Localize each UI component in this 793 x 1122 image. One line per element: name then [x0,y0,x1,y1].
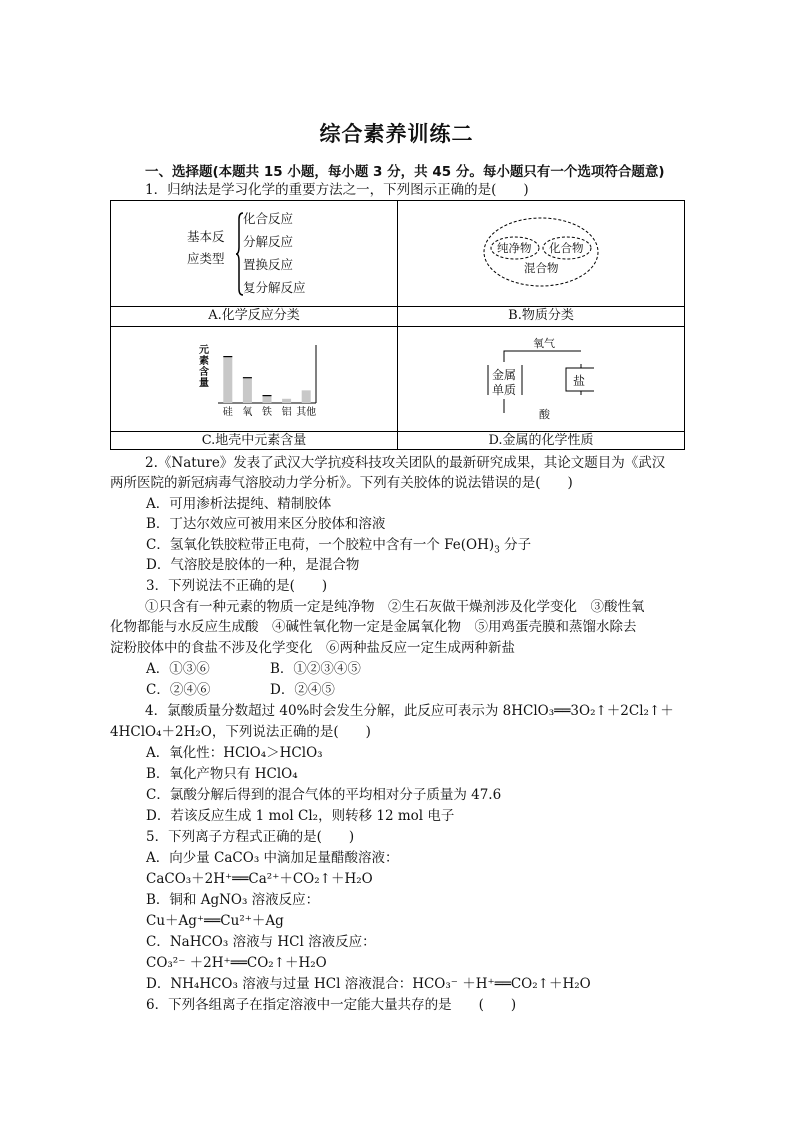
x-tick-label: 铁 [262,407,272,418]
mixture-label: 混合物 [524,261,559,275]
q4-option-b: B．氧化产物只有 HClO₄ [146,766,298,782]
option-c-chart [111,327,397,431]
reaction-item: 复分解反应 [243,280,306,295]
x-tick-label: 其他 [296,407,317,418]
x-tick-label: 铝 [281,407,292,418]
q5-option-b: B．铜和 AgNO₃ 溶液反应： [146,892,320,908]
bar [302,390,311,403]
reaction-type-label-2: 应类型 [187,251,225,266]
option-a-caption: A.化学反应分类 [208,308,300,323]
acid-label: 酸 [539,408,550,421]
q2-option-b: B．丁达尔效应可被用来区分胶体和溶液 [146,516,386,532]
q2-option-d: D．气溶胶是胶体的一种，是混合物 [146,557,360,573]
pure-substance-label: 纯净物 [497,241,532,255]
q2-option-a: A．可用渗析法提纯、精制胶体 [146,496,332,512]
q3-option-d: D．②④⑤ [270,682,335,698]
q2-stem-2: 两所医院的新冠病毒气溶胶动力学分析》。下列有关胶体的说法错误的是( ) [110,475,573,491]
q3-body-3: 淀粉胶体中的食盐不涉及化学变化 ⑥两种盐反应一定生成两种新盐 [110,640,515,656]
option-c-caption: C.地壳中元素含量 [201,433,307,448]
page-title: 综合素养训练二 [319,122,474,146]
q5-option-c-equation: CO₃²⁻ ＋2H⁺══CO₂↑＋H₂O [146,955,327,971]
salt-label: 盐 [573,374,586,388]
section-heading: 一、选择题(本题共 15 小题，每小题 3 分，共 45 分。每小题只有一个选项符合题意) [145,164,665,180]
reaction-type-label-1: 基本反 [187,229,225,244]
q4-stem-1: 4．氯酸质量分数超过 40%时会发生分解，此反应可表示为 8HClO₃══3O₂↑＋2Cl₂↑＋ [145,703,674,719]
q1-stem: 1．归纳法是学习化学的重要方法之一，下列图示正确的是( ) [145,182,529,198]
compound-label: 化合物 [549,241,584,255]
q3-option-c: C．②④⑥ [146,682,211,698]
reaction-item: 分解反应 [243,234,294,249]
q2-option-c [146,535,531,555]
metal-label-2: 单质 [492,383,517,397]
reaction-item: 化合反应 [243,211,294,226]
option-b-diagram [398,201,685,306]
q4-option-d: D．若该反应生成 1 mol Cl₂，则转移 12 mol 电子 [146,808,455,824]
option-a-diagram [111,201,397,306]
q3-option-b: B．①②③④⑤ [270,661,361,677]
bar-chart [206,327,406,431]
q5-option-a: A．向少量 CaCO₃ 中滴加足量醋酸溶液： [146,850,399,866]
bar [223,357,232,403]
option-d-caption: D.金属的化学性质 [488,433,594,448]
q3-body-1: ①只含有一种元素的物质一定是纯净物 ②生石灰做干燥剂涉及化学变化 ③酸性氧 [145,599,645,615]
q2-option-c-tail: 分子 [499,537,532,553]
reaction-item: 置换反应 [243,257,294,272]
q5-option-b-equation: Cu＋Ag⁺══Cu²⁺＋Ag [146,913,284,929]
q5-option-d: D．NH₄HCO₃ 溶液与过量 HCl 溶液混合：HCO₃⁻ ＋H⁺══CO₂↑＋H₂O [146,976,591,992]
q4-stem-2: 4HClO₄＋2H₂O，下列说法正确的是( ) [110,724,371,740]
bar [282,399,291,403]
q6-stem: 6．下列各组离子在指定溶液中一定能大量共存的是 ( ) [146,997,517,1013]
bar [243,378,252,403]
q2-stem-1: 2.《Nature》发表了武汉大学抗疫科技攻关团队的最新研究成果，其论文题目为《武汉 [145,455,666,471]
metal-label-1: 金属 [492,368,517,382]
q5-option-c: C．NaHCO₃ 溶液与 HCl 溶液反应： [146,934,376,950]
q4-option-c: C．氯酸分解后得到的混合气体的平均相对分子质量为 47.6 [146,787,502,803]
q5-stem: 5．下列离子方程式正确的是( ) [146,829,355,845]
option-b-caption: B.物质分类 [508,308,574,323]
q3-body-2: 化物都能与水反应生成酸 ④碱性氧化物一定是金属氧化物 ⑤用鸡蛋壳膜和蒸馏水除去 [110,619,637,635]
q4-option-a: A．氧化性：HClO₄＞HClO₃ [146,745,323,761]
q3-option-a: A．①③⑥ [146,661,210,677]
q2-option-c-text: C．氢氧化铁胶粒带正电荷，一个胶粒中含有一个 Fe(OH) [146,537,495,553]
subscript: 3 [494,545,500,556]
connector-line [504,351,581,362]
q1-option-table [110,200,685,450]
x-tick-label: 硅 [222,407,233,418]
option-d-diagram [398,327,685,431]
bar [263,396,272,403]
set-diagram [398,201,685,306]
q5-option-a-equation: CaCO₃＋2H⁺══Ca²⁺＋CO₂↑＋H₂O [146,871,373,887]
oxygen-label: 氧气 [533,337,555,350]
q3-stem: 3．下列说法不正确的是( ) [146,578,328,594]
x-tick-label: 氧 [242,407,253,418]
chart-ylabel: 元素含量 [199,345,209,389]
